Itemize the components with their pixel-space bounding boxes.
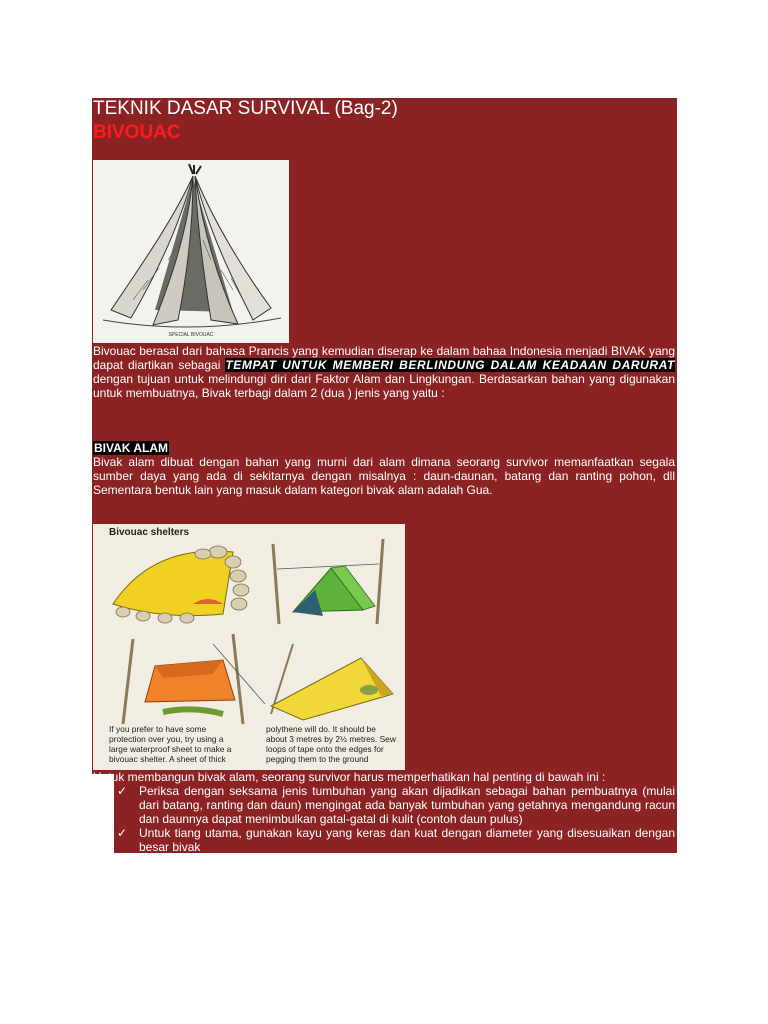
checkmark-icon: ✓ (117, 784, 128, 798)
checkmark-icon: ✓ (117, 826, 128, 840)
shelters-caption-left (109, 724, 231, 764)
bivouac-shelters-image (93, 524, 405, 770)
tent-sketch-image (93, 160, 289, 343)
shelters-heading: Bivouac shelters (109, 527, 190, 538)
caption-right-line: loops of tape onto the edges for (266, 744, 384, 754)
section-heading-bivak-alam: BIVAK ALAM (94, 441, 168, 455)
checklist-item-text: Untuk tiang utama, gunakan kayu yang keras dan kuat dengan diameter yang disesuaikan dengan besar bivak (139, 826, 675, 854)
shelters-caption-right (266, 724, 396, 764)
bivak-alam-paragraph: Bivak alam dibuat dengan bahan yang murni dari alam dimana seorang survivor memanfaatkan segala sumber daya yang ada di sekitarnya dengan misalnya : daun-daunan, batang dan ranting pohon, dll Sementara bentuk lain yang masuk dalam kategori bivak alam adalah Gua. (93, 455, 675, 497)
checklist-item-text: Periksa dengan seksama jenis tumbuhan yang akan dijadikan sebagai bahan pembuatnya (mulai dari batang, ranting dan daun) mengingat ada banyak tumbuhan yang getahnya mengandung racun dan daunnya dapat menimbulkan gatal-gatal di kulit (contoh daun pulus) (139, 784, 675, 826)
intro-highlight: TEMPAT UNTUK MEMBERI BERLINDUNG DALAM KEADAAN DARURAT (225, 358, 675, 372)
caption-left-line: large waterproof sheet to make a (109, 744, 232, 754)
checklist-item (115, 826, 675, 854)
caption-left-line: bivouac shelter. A sheet of thick (109, 754, 226, 764)
caption-right-line: pegging them to the ground (266, 754, 369, 764)
intro-text-part2: dengan tujuan untuk melindungi diri dari Faktor Alam dan Lingkungan. Berdasarkan bahan yang digunakan untuk membuatnya, Bivak terbagi dalam 2 (dua ) jenis yang yaitu : (93, 372, 675, 400)
caption-right-line: about 3 metres by 2½ metres. Sew (266, 734, 396, 744)
tent-sketch-caption: SPECIAL BIVOUAC (168, 332, 214, 338)
checklist-item (115, 784, 675, 826)
caption-left-line: If you prefer to have some (109, 724, 207, 734)
page-subtitle: BIVOUAC (93, 122, 181, 143)
instructions-lead: Untuk membangun bivak alam, seorang survivor harus memperhatikan hal penting di bawah ini : (93, 770, 606, 784)
caption-left-line: protection over you, try using a (109, 734, 224, 744)
instruction-checklist (115, 784, 675, 854)
page-title: TEKNIK DASAR SURVIVAL (Bag-2) (93, 98, 398, 119)
intro-paragraph (93, 344, 675, 400)
intro-text-part1: Bivouac berasal dari bahasa Prancis yang kemudian diserap ke dalam bahaa Indonesia menjadi BIVAK yang dapat diartikan sebagai (93, 344, 675, 372)
caption-right-line: polythene will do. It should be (266, 724, 376, 734)
